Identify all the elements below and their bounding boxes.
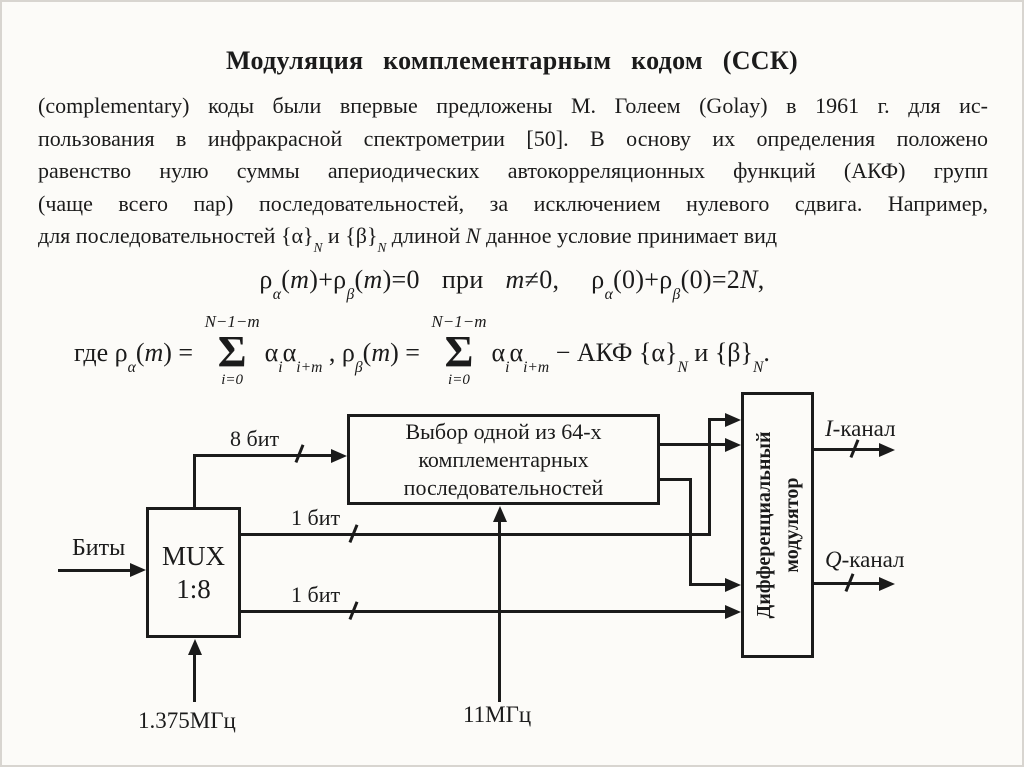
paragraph-line-3: равенство нулю суммы апериодических автокорреляционных функций (АКФ) групп — [38, 158, 988, 183]
arrowhead-selector-clock — [493, 506, 507, 522]
wire-selector-clock — [498, 519, 501, 702]
word-pri: при — [441, 265, 484, 294]
wire-selector-out2-end — [689, 583, 728, 586]
line5-text: для последовательностей — [38, 223, 281, 248]
beta-set: {β} — [345, 223, 378, 248]
sum-terms-1: $\alpha_i\alpha_{i+m}$ , $\rho_\beta(m)$ = — [264, 338, 427, 376]
wire-i-channel — [814, 448, 881, 451]
arrowhead-selector-out1 — [725, 438, 741, 452]
arrowhead-1bit-a — [725, 413, 741, 427]
arrowhead-i-channel — [879, 443, 895, 457]
alpha-set: {α} — [280, 223, 314, 248]
rho-sub: α — [604, 285, 614, 303]
rho: ρ — [259, 265, 273, 294]
modulator-label-line2: модулятор — [780, 477, 803, 573]
formula-acf-definition — [74, 312, 770, 388]
wire-1bit-a-riser — [708, 418, 711, 536]
formula-acf-condition: $\rho_\alpha(m)+\rho_\beta(m)=0$ при m≠0, $\rho_\alpha(0)+\rho_\beta(0)=2N$, — [259, 265, 765, 303]
selector-box — [347, 414, 660, 505]
modulator-label-line1: Дифференциальный — [752, 431, 775, 619]
selector-clock-label: 11МГц — [463, 702, 532, 727]
sum-lower-limit: i=0 — [448, 371, 470, 388]
beta-set-sub: N — [377, 240, 387, 256]
word-gde: где $\rho_\alpha(m)$ = — [74, 338, 200, 376]
line5-and: и — [322, 223, 346, 248]
paragraph-line-5 — [38, 220, 988, 256]
sum-upper-limit: N−1−m — [431, 312, 487, 331]
arrowhead-selector-out2 — [725, 578, 741, 592]
bits-input-label: Биты — [72, 535, 126, 561]
sum-symbol-1 — [204, 312, 260, 388]
bus1b-label: 1 бит — [291, 582, 341, 607]
sum-lower-limit: i=0 — [221, 371, 244, 388]
paragraph-line-4: (чаще всего пар) последовательностей, за исключением нулевого сдвига. Например, — [38, 190, 988, 216]
selector-label-line2: комплементарных — [418, 446, 589, 472]
arrowhead-mux-clock — [188, 639, 202, 655]
wire-mux-clock — [193, 652, 196, 702]
wire-8bit-riser — [193, 454, 196, 509]
mux-clock-label: 1.375МГц — [138, 708, 236, 733]
bus1a-label: 1 бит — [291, 505, 341, 530]
wire-1bit-a — [241, 533, 711, 536]
i-channel-label: I-канал — [825, 416, 896, 441]
sum-symbol-2 — [431, 312, 487, 388]
mux-label-line2: 1:8 — [176, 573, 211, 604]
alpha-set-sub: N — [313, 240, 323, 256]
q-channel-label: Q-канал — [825, 547, 905, 572]
sum-upper-limit: N−1−m — [204, 312, 260, 331]
sum-terms-2: $\alpha_i\alpha_{i+m}$ − АКФ $\{\alpha\}_N$ и $\{\beta\}_N$. — [491, 338, 770, 376]
arrowhead-8bit — [331, 449, 347, 463]
page-title: Модуляция комплементарным кодом (ССК) — [226, 46, 798, 75]
length-n: N — [465, 223, 481, 248]
arrowhead-1bit-b — [725, 605, 741, 619]
bus8-label: 8 бит — [230, 426, 280, 451]
wire-selector-out1 — [658, 443, 728, 446]
paragraph-line-2: пользования в инфракрасной спектрометрии [50]. В основу их определения положено — [38, 125, 988, 151]
sigma-glyph: Σ — [444, 326, 474, 376]
wire-selector-out2-riser — [689, 478, 692, 586]
sigma-glyph: Σ — [217, 326, 247, 376]
mux-box — [146, 507, 241, 638]
rho-sub: α — [272, 285, 282, 303]
modulator-label — [744, 395, 811, 655]
selector-label-line1: Выбор одной из 64-х — [405, 418, 602, 444]
wire-bits — [58, 569, 133, 572]
modulator-box — [741, 392, 814, 658]
selector-label-line3: последовательностей — [403, 474, 604, 500]
wire-1bit-b — [241, 610, 727, 613]
rho-sub: β — [672, 285, 681, 303]
line5-text2: длиной — [386, 223, 466, 248]
wire-selector-out2 — [658, 478, 692, 481]
rho-sub: β — [346, 285, 355, 303]
mux-label-line1: MUX — [161, 540, 225, 571]
wire-8bit — [193, 454, 333, 457]
arrowhead-q-channel — [879, 577, 895, 591]
intro-paragraph — [38, 90, 988, 256]
rho: ρ — [591, 265, 605, 294]
paragraph-line-1: (complementary) коды были впервые предложены М. Голеем (Golay) в 1961 г. для ис- — [38, 93, 988, 118]
arrowhead-bits — [130, 563, 146, 577]
line5-text3: данное условие принимает вид — [480, 223, 778, 248]
